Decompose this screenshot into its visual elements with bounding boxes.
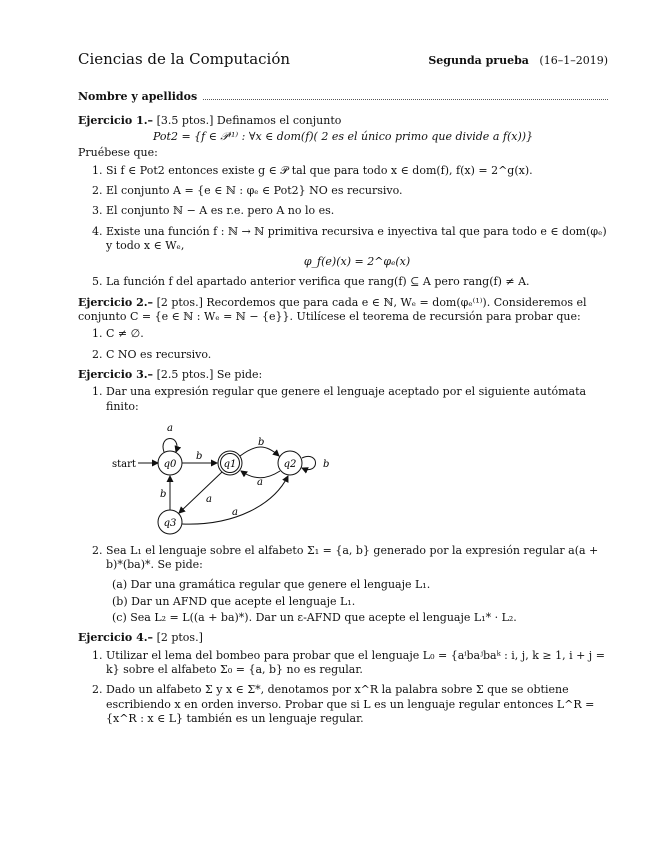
state-q1-label: q1 [223,458,237,470]
ex1-list [78,164,608,290]
edge-q1-q3-label: a [206,493,212,505]
ex2-item-1: 1. C ≠ ∅. [106,327,608,341]
ex3-subitem-b: (b) Dar un AFND que acepte el lenguaje L₁. [112,594,356,608]
state-q0-label: q0 [163,458,177,470]
state-q2-label: q2 [283,458,297,470]
edge-q1-q2 [240,447,279,456]
exercise-1 [78,114,608,290]
exam-info [428,54,608,68]
header [78,50,608,70]
ex1-item-2: 2. El conjunto A = {e ∈ ℕ : φₑ ∈ Pot2} NO es recursivo. [106,184,608,198]
automaton-svg [106,418,366,536]
course-title: Ciencias de la Computación [78,50,291,68]
name-dots [203,91,608,100]
ex3-item-1 [106,385,608,536]
ex1-formula: Pot2 = {f ∈ 𝒫⁽¹⁾ : ∀x ∈ dom(f)( 2 es el único primo que divide a f(x))} [152,130,534,144]
ex1-item-5: 5. La función f del apartado anterior verifica que rang(f) ⊆ A pero rang(f) ≠ A. [106,275,608,289]
edge-q3-q0-label: b [160,488,167,500]
edge-q0-q0-label: a [167,422,173,434]
ex3-subitem-a: (a) Dar una gramática regular que genere el lenguaje L₁. [112,578,431,592]
edge-q2-q2 [302,456,316,469]
edge-q0-q1-label: b [196,450,203,462]
ex1-points: [3.5 ptos.] Definamos el conjunto [156,113,342,127]
state-q3-label: q3 [163,517,177,529]
ex4-text: [2 ptos.] [156,631,203,645]
ex2-text: [2 ptos.] Recordemos que para cada e ∈ ℕ, Wₑ = dom(φₑ⁽¹⁾). Consideremos el conjunto C = {e ∈ ℕ : Wₑ = ℕ − {e}}. Utilícese el teorema de recursión para probar que: [78,295,587,324]
edge-q1-q3 [179,472,222,513]
ex3-text: [2.5 ptos.] Se pide: [156,367,263,381]
edge-q2-q2-label: b [323,458,330,470]
exercise-3 [78,368,608,625]
ex4-heading: Ejercicio 4.– [78,631,154,645]
ex1-item-4 [106,225,608,270]
ex3-item-2 [106,544,608,625]
edge-q1-q2-label: b [258,436,265,448]
ex4-item-2: 2. Dado un alfabeto Σ y x ∈ Σ*, denotamos por x^R la palabra sobre Σ que se obtiene escribiendo x en orden inverso. Probar que si L es un lenguaje regular entonces L^R = {x^R : x ∈ L} también es un lenguaje regular. [106,683,608,726]
ex1-item-3: 3. El conjunto ℕ − A es r.e. pero A no lo es. [106,204,608,218]
exam-page [78,50,608,732]
ex1-prove: Pruébese que: [78,146,158,160]
ex4-list [78,649,608,726]
automaton-diagram [106,418,608,536]
ex1-item-1: 1. Si f ∈ Pot2 entonces existe g ∈ 𝒫 tal que para todo x ∈ dom(f), f(x) = 2^g(x). [106,164,608,178]
ex1-item-4-formula: φ_f(e)(x) = 2^φₑ(x) [303,255,411,269]
exercise-2 [78,296,608,362]
exam-label: Segunda prueba [428,54,529,67]
ex3-item-1-text: Dar una expresión regular que genere el lenguaje aceptado por el siguiente autómata finito: [106,385,587,413]
exercise-4 [78,631,608,726]
start-label: start [112,458,136,470]
exam-date: (16–1–2019) [539,54,608,67]
name-label: Nombre y apellidos [78,89,198,103]
ex3-sublist [106,578,608,625]
ex1-heading: Ejercicio 1.– [78,113,154,127]
ex1-item-4-text: Existe una función f : ℕ → ℕ primitiva recursiva e inyectiva tal que para todo e ∈ dom(φₑ) y todo x ∈ Wₑ, [106,224,607,252]
ex3-subitem-c: (c) Sea L₂ = L((a + ba)*). Dar un ε-AFND que acepte el lenguaje L₁* · L₂. [112,611,517,625]
ex3-item-2-text: Sea L₁ el lenguaje sobre el alfabeto Σ₁ = {a, b} generado por la expresión regular a(a + b)*(ba)*. Se pide: [106,543,599,572]
edge-q0-q0 [163,438,177,452]
ex3-list [78,385,608,625]
edge-q3-q2-label: a [232,506,238,518]
ex2-list [78,327,608,362]
ex2-heading: Ejercicio 2.– [78,295,154,309]
ex4-item-1: 1. Utilizar el lema del bombeo para probar que el lenguaje L₀ = {aⁱbaʲbaᵏ : i, j, k ≥ 1, i + j = k} sobre el alfabeto Σ₀ = {a, b} no es regular. [106,649,608,678]
edge-q2-q1-label: a [257,476,263,488]
name-field[interactable] [78,90,608,104]
ex3-heading: Ejercicio 3.– [78,367,154,381]
ex2-item-2: 2. C NO es recursivo. [106,348,608,362]
